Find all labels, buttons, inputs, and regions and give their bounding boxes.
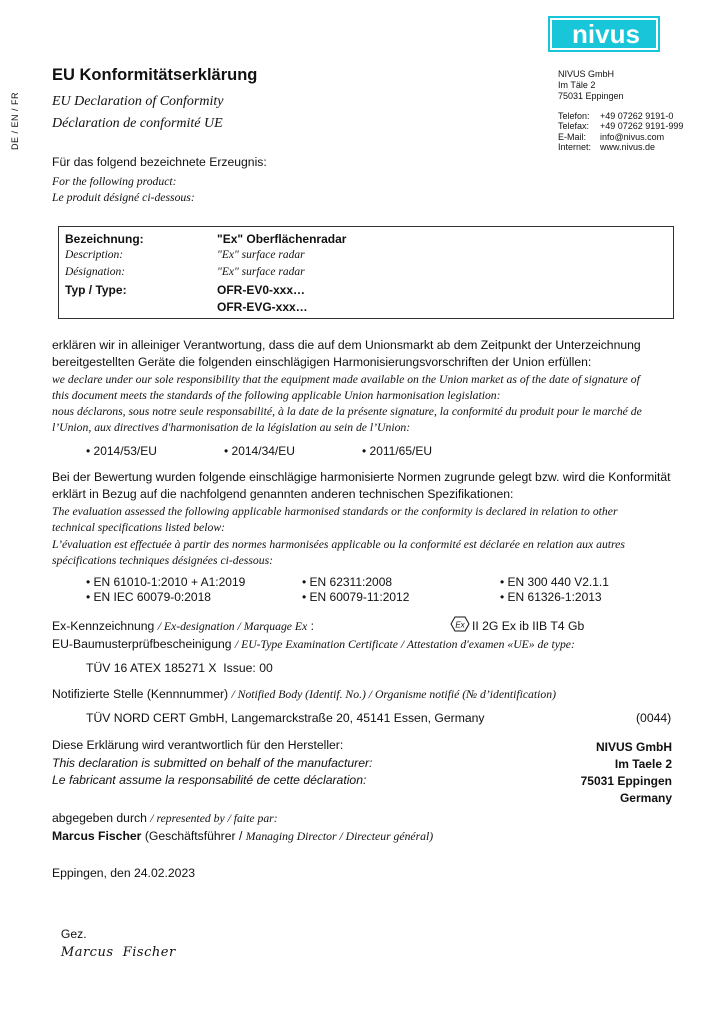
ex-marking-label-rest: / Ex-designation / Marquage Ex [157, 620, 308, 633]
designation-fr-label: Désignation: [65, 266, 126, 278]
product-intro-fr: Le produit désigné ci-dessous: [52, 191, 195, 204]
company-contact [558, 111, 683, 152]
nivus-logo [548, 16, 660, 52]
type-exam-value: TÜV 16 ATEX 185271 X Issue: 00 [86, 661, 273, 675]
manufacturer-city: 75031 Eppingen [580, 774, 672, 788]
contact-label: E-Mail: [558, 131, 587, 142]
notified-body-value: TÜV NORD CERT GmbH, Langemarckstraße 20, 45141 Essen, Germany [86, 711, 485, 725]
title-fr: Déclaration de conformité UE [52, 116, 223, 131]
logo-text: nivus [572, 19, 640, 49]
standard-item: • EN 62311:2008 [302, 575, 393, 589]
standard-item: • EN 61326-1:2013 [500, 590, 602, 604]
company-street: Im Täle 2 [558, 80, 596, 90]
standard-item: • EN IEC 60079-0:2018 [86, 590, 211, 604]
type-exam-label-rest: / EU-Type Examination Certificate / Attestation d'examen «UE» de type: [234, 638, 575, 651]
standard-item: • EN 60079-11:2012 [302, 590, 410, 604]
standards-intro-de [52, 469, 671, 503]
contact-label: Telefon: [558, 111, 590, 121]
signature-line [52, 907, 176, 961]
title-en: EU Declaration of Conformity [52, 94, 224, 109]
standards-intro-fr-line: spécifications techniques désignées ci-dessous: [52, 554, 274, 567]
type-value-1: OFR-EV0-xxx… [217, 283, 306, 297]
type-exam-label [52, 637, 575, 651]
contact-email[interactable]: info@nivus.com [600, 131, 665, 142]
declaration-fr-line: l’Union, aux directives d'harmonisation de la législation au sein de l’Union: [52, 421, 411, 434]
contact-website[interactable]: www.nivus.de [600, 141, 656, 152]
title-de: EU Konformitätserklärung [52, 66, 258, 84]
declaration-de-line: bereitgestellten Geräte die folgenden einschlägigen Harmonisierungsvorschriften der Union erfüllen: [52, 355, 592, 369]
contact-phone: +49 07262 9191-0 [600, 111, 674, 121]
contact-fax: +49 07262 9191-999 [600, 121, 684, 132]
product-intro-en: For the following product: [52, 175, 177, 188]
company-city: 75031 Eppingen [558, 91, 624, 101]
notified-body-number: (0044) [636, 711, 672, 725]
standards-intro-de-line: Bei der Bewertung wurden folgende einschlägige harmonisierte Normen zugrunde gelegt bzw. wird die Konformität [52, 470, 671, 484]
directive-item: • 2014/53/EU [86, 444, 157, 458]
contact-label: Telefax: [558, 121, 590, 132]
standards-intro-fr [52, 537, 625, 569]
description-label: Description: [65, 249, 124, 261]
manufacturer-name: NIVUS GmbH [595, 740, 672, 754]
type-value-2: OFR-EVG-xxx… [217, 300, 308, 314]
declaration-en [52, 372, 640, 404]
signer-name: Marcus Fischer [52, 829, 142, 843]
ex-symbol-text: Ex [455, 620, 465, 630]
signer-role-de: (Geschäftsführer / [144, 829, 243, 843]
declaration-en-line: we declare under our sole responsibility that the equipment made available on the Union market as of the date of signature of [52, 373, 640, 386]
notified-body-label [52, 687, 556, 701]
declaration-de [52, 337, 641, 371]
standards-intro-de-line: erklärt in Bezug auf die nachfolgend genannten anderen technischen Spezifikationen: [52, 487, 514, 501]
company-name: NIVUS GmbH [558, 69, 615, 79]
manufacturer-street: Im Taele 2 [614, 757, 672, 771]
ex-marking-label [52, 619, 314, 633]
declaration-de-line: erklären wir in alleiniger Verantwortung, dass die auf dem Unionsmarkt ab dem Zeitpunkt der Unterzeichnung [52, 338, 641, 352]
designation-fr-value: "Ex" surface radar [217, 266, 305, 278]
standard-item: • EN 300 440 V2.1.1 [500, 575, 609, 589]
type-exam-label-de: EU-Baumusterprüfbescheinigung [52, 637, 232, 651]
manufacturer-country: Germany [619, 791, 672, 805]
declaration-fr [52, 404, 642, 436]
manufacturer-statement-de: Diese Erklärung wird verantwortlich für den Hersteller: [52, 738, 344, 752]
ex-marking-value: II 2G Ex ib IIB T4 Gb [472, 619, 585, 633]
signature-name: Marcus Fischer [60, 945, 176, 960]
notified-body-label-de: Notifizierte Stelle (Kennnummer) [52, 687, 229, 701]
product-box [58, 226, 674, 319]
manufacturer-statement-en: This declaration is submitted on behalf of the manufacturer: [52, 756, 373, 770]
company-address [558, 69, 624, 102]
signer-line [52, 829, 433, 843]
language-side-label: DE / EN / FR [10, 91, 20, 150]
description-value: "Ex" surface radar [217, 249, 305, 261]
type-label: Typ / Type: [65, 283, 127, 297]
represented-by-rest: / represented by / faite par: [150, 812, 278, 825]
declaration-fr-line: nous déclarons, sous notre seule responsabilité, à la date de la présente signature, la conformité du produit pour le marché de [52, 405, 642, 418]
signature-prefix: Gez. [60, 927, 87, 941]
contact-label: Internet: [558, 141, 592, 152]
designation-value: "Ex" Oberflächenradar [217, 232, 347, 246]
directive-item: • 2014/34/EU [224, 444, 295, 458]
standards-intro-en-line: The evaluation assessed the following applicable harmonised standards or the conformity is declared in relation to other [52, 505, 618, 518]
product-intro-de: Für das folgend bezeichnete Erzeugnis: [52, 155, 267, 169]
directive-item: • 2011/65/EU [362, 444, 433, 458]
standards-intro-fr-line: L’évaluation est effectuée à partir des normes harmonisées applicable ou la conformité est déclarée en relation aux autres [52, 538, 625, 551]
ex-marking-label-de: Ex-Kennzeichnung [52, 619, 155, 633]
designation-label: Bezeichnung: [65, 232, 144, 246]
standards-intro-en-line: technical specifications listed below: [52, 521, 226, 534]
ex-marking-colon: : [310, 619, 315, 633]
manufacturer-statement-fr: Le fabricant assume la responsabilité de cette déclaration: [52, 773, 367, 787]
signer-role-rest: Managing Director / Directeur général) [245, 830, 434, 843]
ex-hexagon-icon [450, 616, 470, 637]
manufacturer-address [581, 739, 672, 807]
represented-by [52, 811, 278, 825]
standard-item: • EN 61010-1:2010 + A1:2019 [86, 575, 246, 589]
represented-by-de: abgegeben durch [52, 811, 147, 825]
standards-intro-en [52, 504, 618, 536]
declaration-en-line: this document meets the standards of the following applicable Union harmonisation legislation: [52, 389, 501, 402]
notified-body-label-rest: / Notified Body (Identif. No.) / Organisme notifié (№ d’identification) [231, 688, 556, 701]
place-date: Eppingen, den 24.02.2023 [52, 866, 195, 880]
